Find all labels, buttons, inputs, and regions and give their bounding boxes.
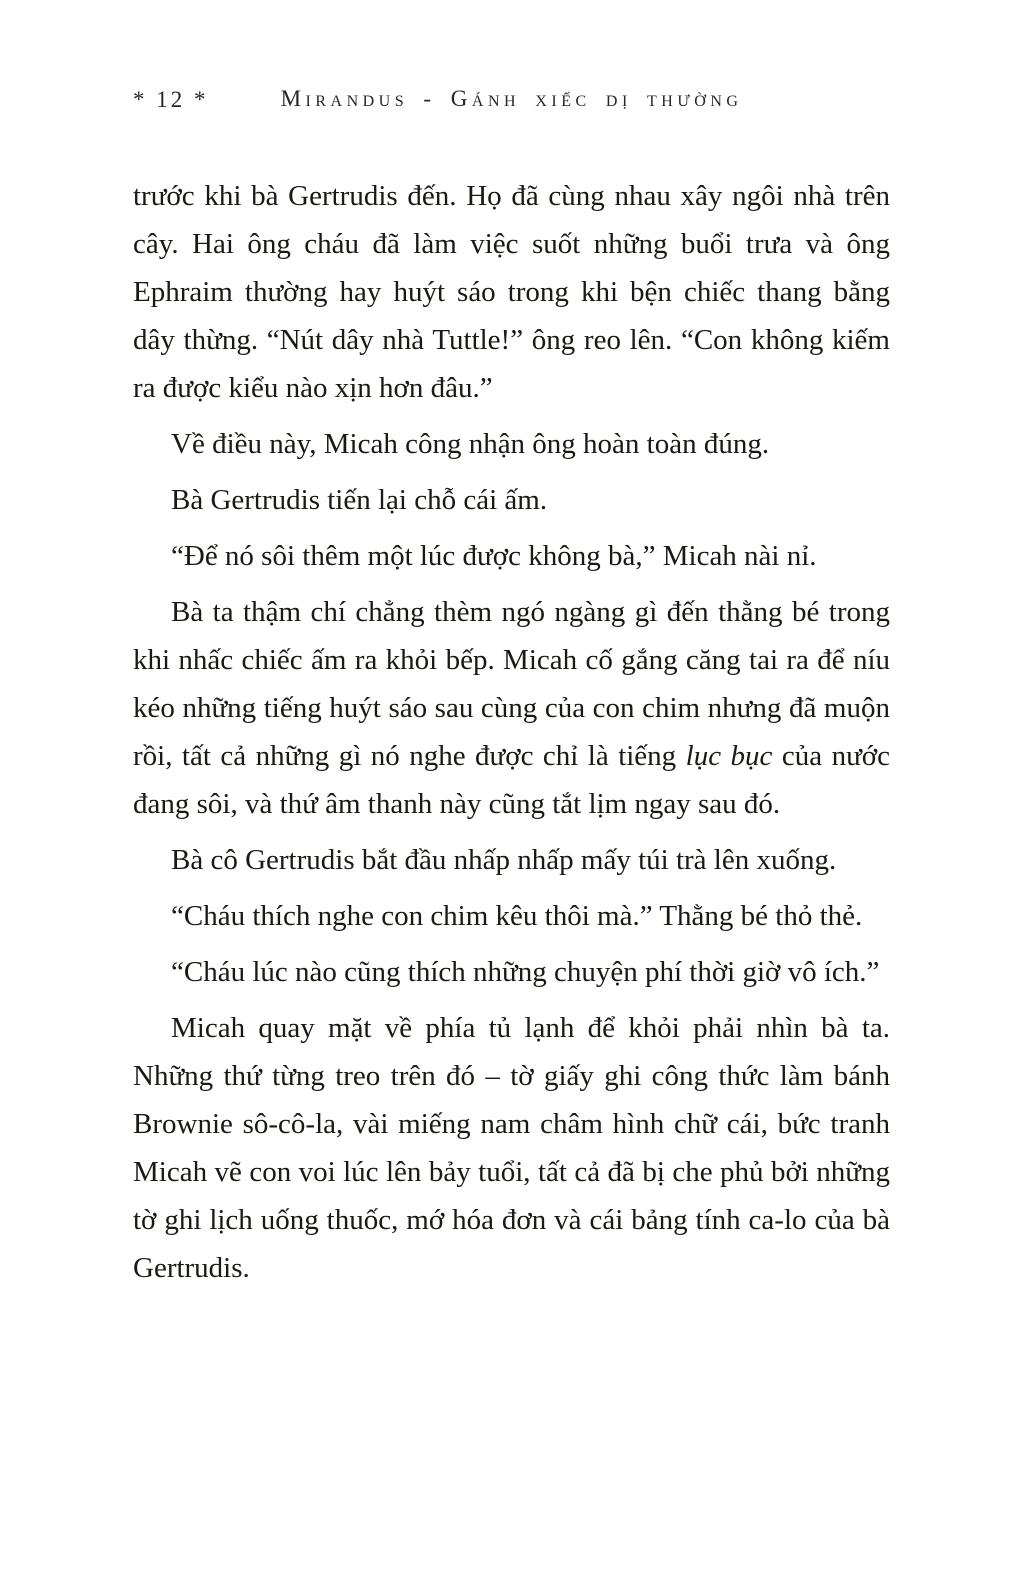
page-number: * 12 * <box>133 87 209 112</box>
paragraph <box>133 420 890 468</box>
paragraph <box>133 476 890 524</box>
text-run: Bà Gertrudis tiến lại chỗ cái ấm. <box>171 484 548 516</box>
italic-text-run: lục bục <box>685 740 773 772</box>
page-header <box>133 86 890 112</box>
text-run: “Để nó sôi thêm một lúc được không bà,” Micah nài nỉ. <box>171 540 817 572</box>
text-run: trước khi bà Gertrudis đến. Họ đã cùng nhau xây ngôi nhà trên cây. Hai ông cháu đã làm việc suốt những buổi trưa và ông Ephraim thường hay huýt sáo trong khi bện chiếc thang bằng dây thừng. “Nút dây nhà Tuttle!” ông reo lên. “Con không kiếm ra được kiểu nào xịn hơn đâu.” <box>133 180 890 404</box>
text-run: “Cháu thích nghe con chim kêu thôi mà.” Thằng bé thỏ thẻ. <box>171 900 863 932</box>
text-run: Bà cô Gertrudis bắt đầu nhấp nhấp mấy túi trà lên xuống. <box>171 844 837 876</box>
text-run: Bà ta thậm chí chẳng thèm ngó ngàng gì đến thằng bé trong khi nhấc chiếc ấm ra khỏi bếp. Micah cố gắng căng tai ra để níu kéo những tiếng huýt sáo sau cùng của con chim nhưng đã muộn rồi, tất cả những gì nó nghe được chỉ là tiếng <box>133 596 890 772</box>
text-run: “Cháu lúc nào cũng thích những chuyện phí thời giờ vô ích.” <box>171 956 880 988</box>
text-run: Về điều này, Micah công nhận ông hoàn toàn đúng. <box>171 428 770 460</box>
text-run: của nước đang sôi, và thứ âm thanh này cũng tắt lịm ngay sau đó. <box>133 740 891 820</box>
page-body <box>133 172 890 1300</box>
running-title: Mirandus - Gánh xiếc dị thường <box>280 86 743 111</box>
paragraph <box>133 588 890 828</box>
paragraph <box>133 532 890 580</box>
paragraph <box>133 892 890 940</box>
paragraph <box>133 1004 890 1292</box>
text-run: Micah quay mặt về phía tủ lạnh để khỏi phải nhìn bà ta. Những thứ từng treo trên đó – tờ giấy ghi công thức làm bánh Brownie sô-cô-la, vài miếng nam châm hình chữ cái, bức tranh Micah vẽ con voi lúc lên bảy tuổi, tất cả đã bị che phủ bởi những tờ ghi lịch uống thuốc, mớ hóa đơn và cái bảng tính ca-lo của bà Gertrudis. <box>133 1012 890 1284</box>
paragraph <box>133 948 890 996</box>
paragraph <box>133 836 890 884</box>
paragraph <box>133 172 890 412</box>
